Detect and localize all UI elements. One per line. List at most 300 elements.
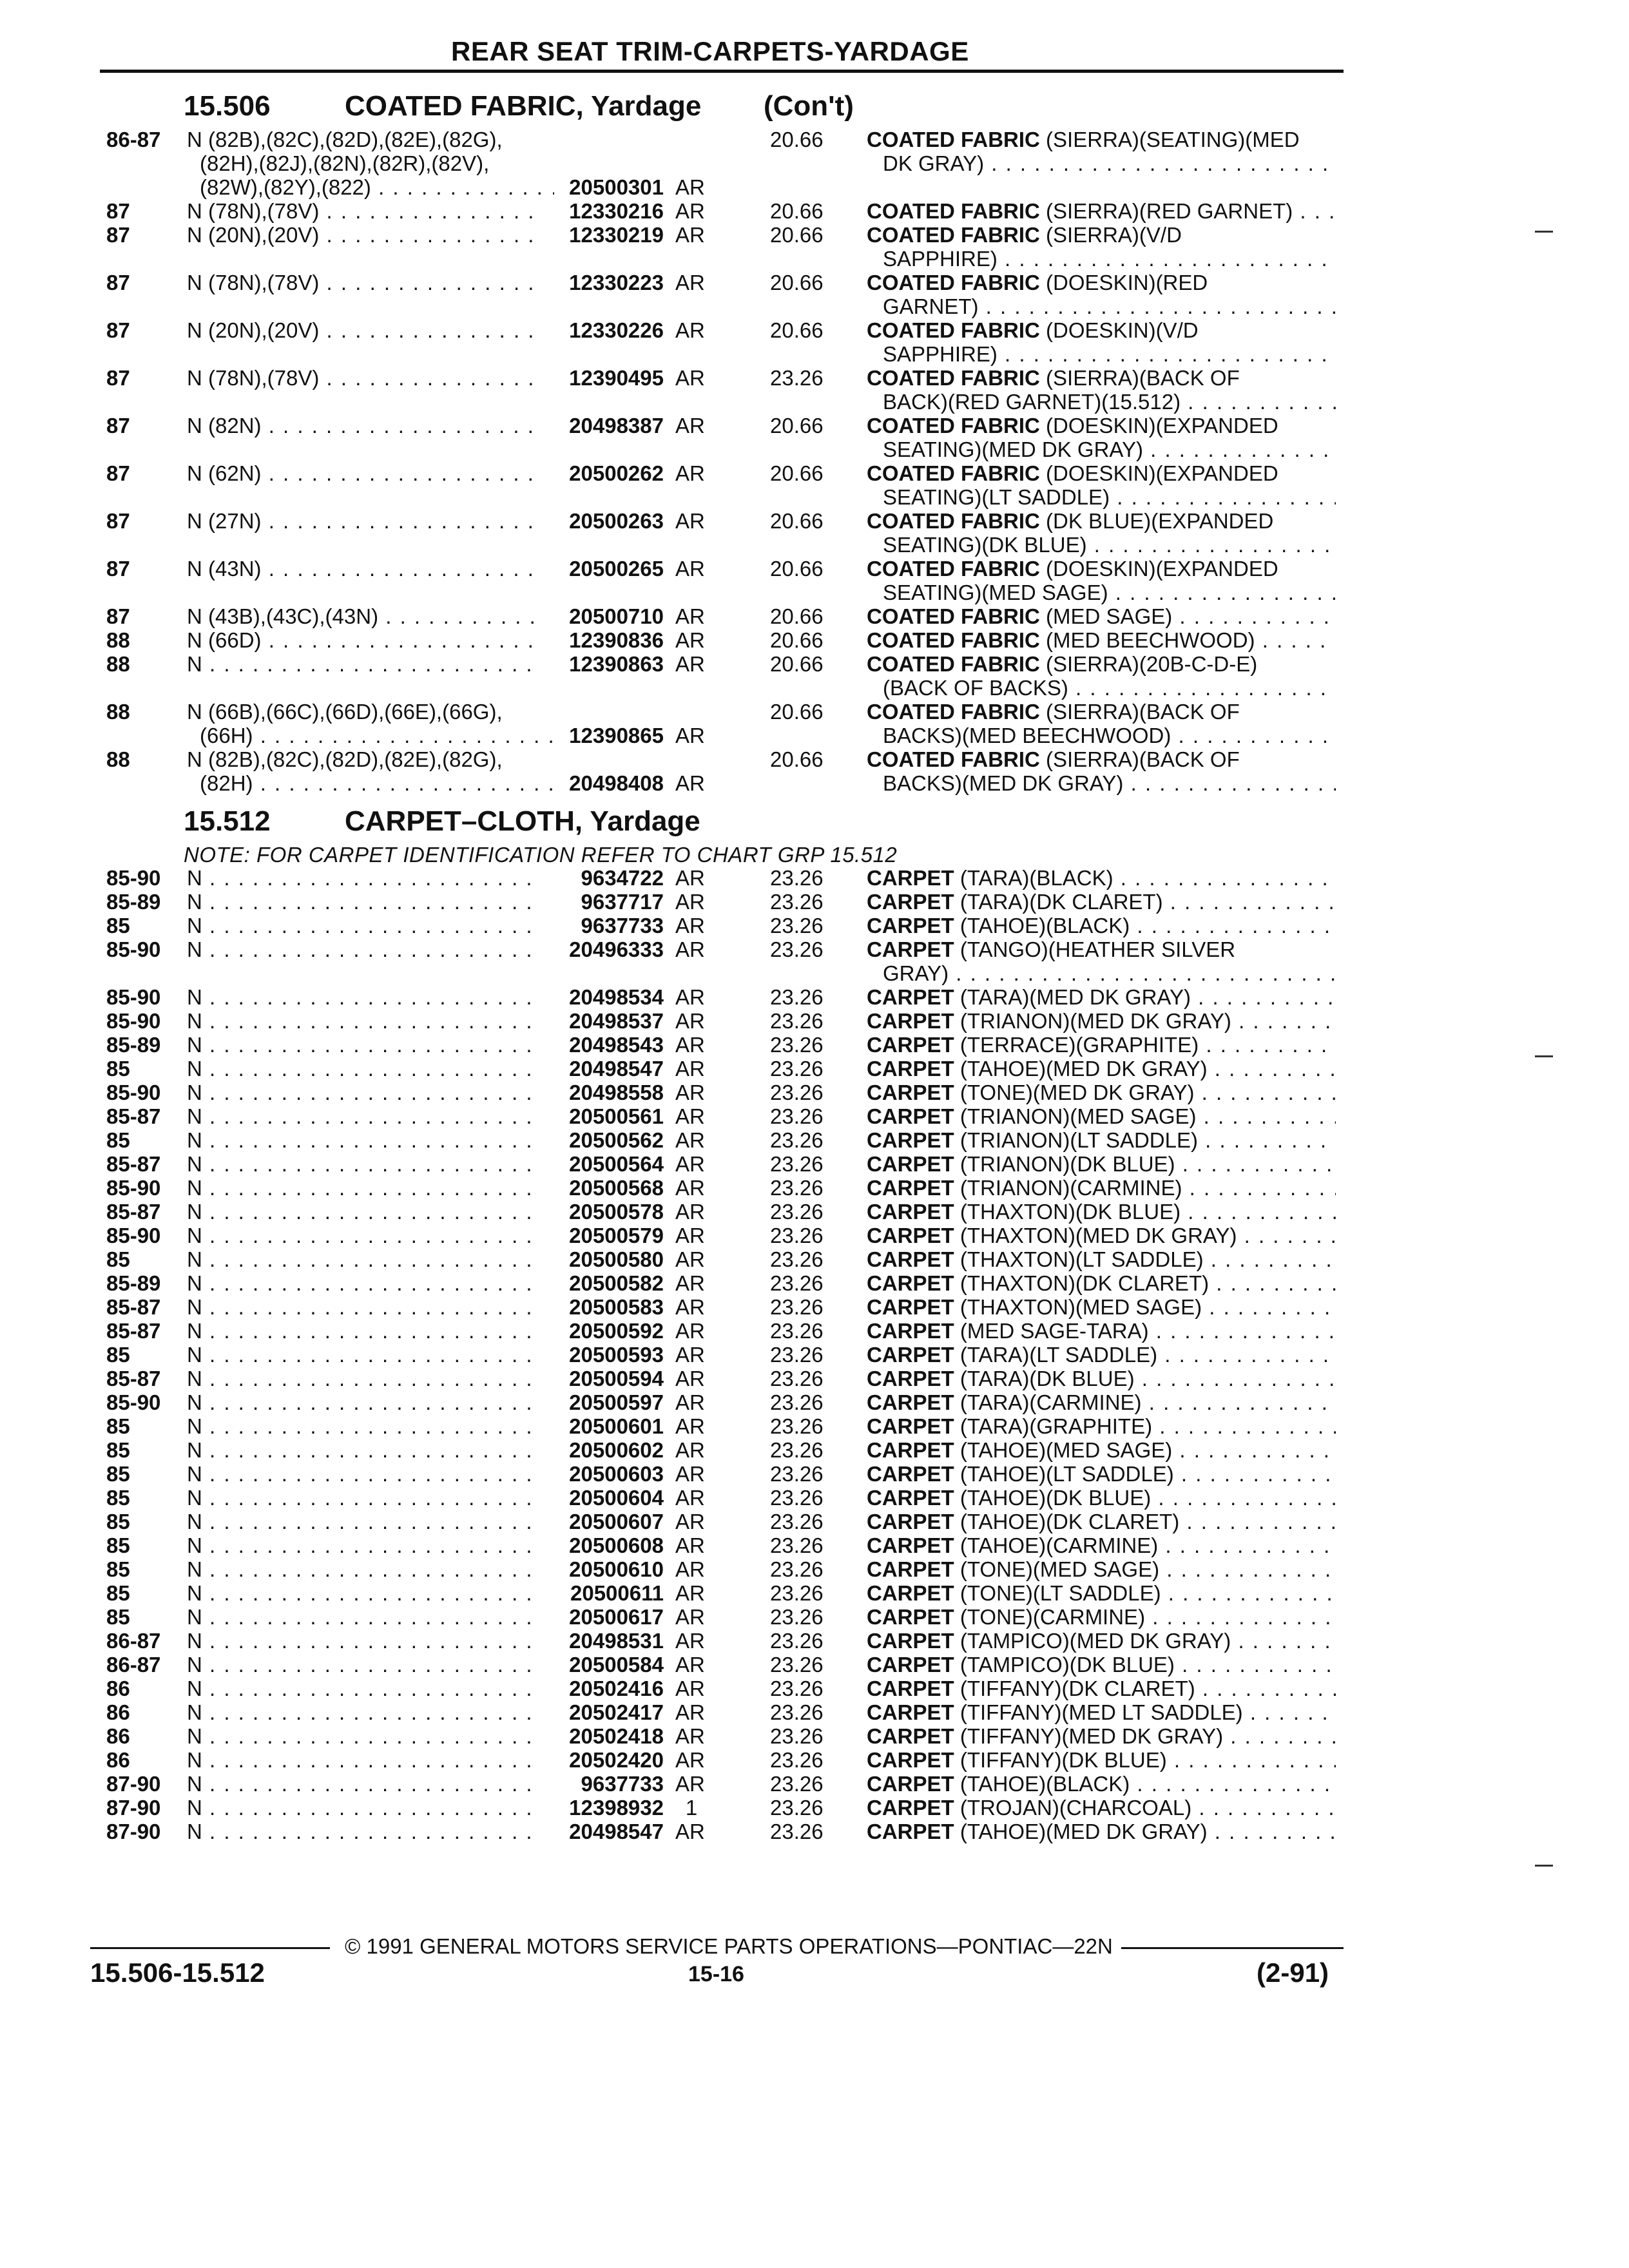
part-name-bold: COATED FABRIC	[867, 199, 1040, 223]
usage-description: N . . .	[187, 1224, 541, 1247]
usage-description: N . . .	[187, 1772, 541, 1796]
model-years: 85-87	[106, 1104, 161, 1128]
part-number: 20500604	[569, 1486, 664, 1510]
part-name-detail: (TAHOE)(CARMINE)	[954, 1533, 1159, 1557]
parts-row	[0, 1176, 1629, 1200]
part-name-bold: COATED FABRIC	[867, 366, 1040, 390]
group-number: 23.26	[770, 890, 824, 914]
part-name	[867, 1462, 1336, 1486]
model-years: 85	[106, 1128, 130, 1152]
parts-row-continuation	[0, 247, 1629, 271]
parts-row-continuation	[0, 961, 1629, 985]
carpet-parts-list	[0, 866, 1629, 1843]
part-number: 20500262	[569, 461, 664, 485]
part-number: 12390495	[569, 366, 664, 390]
part-name-bold: CARPET	[867, 1009, 954, 1033]
part-name-bold: CARPET	[867, 1367, 954, 1390]
usage-description: N . . .	[187, 652, 541, 676]
part-name	[867, 1367, 1336, 1390]
parts-row	[0, 1367, 1629, 1390]
part-name-detail: SEATING)(MED SAGE) . . .	[883, 581, 1336, 604]
group-number: 23.26	[770, 1367, 824, 1390]
part-name-detail: (TAHOE)(DK CLARET)	[954, 1510, 1180, 1533]
usage-description: N . . .	[187, 1319, 541, 1343]
part-name	[867, 1629, 1336, 1653]
part-name-bold: CARPET	[867, 1319, 954, 1343]
parts-row	[0, 414, 1629, 437]
part-name	[867, 1510, 1336, 1533]
parts-row	[0, 747, 1629, 771]
quantity: AR	[675, 1104, 705, 1128]
part-name-detail: (TRIANON)(MED DK GRAY)	[954, 1009, 1231, 1033]
part-name	[867, 1224, 1336, 1247]
part-name-detail: (TIFFANY)(MED DK GRAY)	[954, 1724, 1224, 1748]
usage-description: N . . .	[187, 1605, 541, 1629]
model-years: 85	[106, 1557, 130, 1581]
group-number: 23.26	[770, 1033, 824, 1057]
model-years: 86	[106, 1724, 130, 1748]
parts-row	[0, 628, 1629, 652]
part-name-detail: (DOESKIN)(EXPANDED	[1039, 557, 1278, 581]
model-years: 85-89	[106, 890, 161, 914]
part-name-detail: (TARA)(DK CLARET)	[954, 890, 1163, 914]
usage-description: N . . .	[187, 1200, 541, 1224]
quantity: AR	[675, 1605, 705, 1629]
part-number: 20500594	[569, 1367, 664, 1390]
part-number: 9634722	[581, 866, 664, 890]
part-name-bold: CARPET	[867, 1557, 954, 1581]
usage-description: N . . .	[187, 1104, 541, 1128]
part-name-bold: CARPET	[867, 1653, 954, 1677]
parts-row	[0, 271, 1629, 294]
part-name-detail: (SIERRA)(BACK OF	[1039, 366, 1240, 390]
model-years: 87-90	[106, 1820, 161, 1843]
part-name-detail: (TIFFANY)(DK CLARET)	[954, 1677, 1195, 1700]
model-years: 87	[106, 199, 130, 223]
quantity: AR	[675, 1057, 705, 1081]
part-number: 20500610	[569, 1557, 664, 1581]
part-number: 20500608	[569, 1533, 664, 1557]
part-name-detail: (DOESKIN)(EXPANDED	[1039, 461, 1278, 485]
group-number: 20.66	[770, 700, 824, 724]
part-name-detail: (TAHOE)(BLACK)	[954, 914, 1130, 937]
usage-description: N (66B),(66C),(66D),(66E),(66G),	[187, 700, 503, 724]
part-name-detail: SEATING)(DK BLUE) . . .	[883, 533, 1336, 557]
part-name-detail: (TERRACE)(GRAPHITE)	[954, 1033, 1199, 1057]
part-name	[867, 1700, 1336, 1724]
usage-description: N . . .	[187, 1533, 541, 1557]
footer-revision: (2-91)	[1257, 1957, 1329, 1988]
part-name-detail: (THAXTON)(MED DK GRAY)	[954, 1224, 1237, 1247]
usage-description: N . . .	[187, 1271, 541, 1295]
usage-description: N . . .	[187, 1152, 541, 1176]
margin-mark	[1535, 1865, 1553, 1867]
model-years: 85	[106, 1462, 130, 1486]
model-years: 85	[106, 1438, 130, 1462]
quantity: AR	[675, 509, 705, 533]
part-name	[867, 223, 1336, 247]
parts-row	[0, 1557, 1629, 1581]
part-name-detail: (TRIANON)(CARMINE)	[954, 1176, 1182, 1200]
part-name-detail: GARNET) . . .	[883, 294, 1336, 318]
group-number: 23.26	[770, 1176, 824, 1200]
quantity: AR	[675, 1533, 705, 1557]
parts-row	[0, 1748, 1629, 1772]
part-number: 20500592	[569, 1319, 664, 1343]
part-number: 20500583	[569, 1295, 664, 1319]
part-name-bold: COATED FABRIC	[867, 223, 1040, 247]
usage-description: N . . .	[187, 1128, 541, 1152]
model-years: 88	[106, 700, 130, 724]
part-name-bold: CARPET	[867, 1414, 954, 1438]
parts-row	[0, 937, 1629, 961]
part-name	[867, 985, 1336, 1009]
footer-page-number: 15-16	[688, 1962, 744, 1986]
carpet-identification-note: NOTE: FOR CARPET IDENTIFICATION REFER TO CHART GRP 15.512	[184, 843, 898, 867]
part-name	[867, 1104, 1336, 1128]
model-years: 87-90	[106, 1796, 161, 1820]
part-name-bold: CARPET	[867, 937, 954, 961]
parts-row	[0, 1081, 1629, 1104]
model-years: 86-87	[106, 1629, 161, 1653]
usage-description: N (82N) . . .	[187, 414, 541, 437]
parts-row	[0, 1247, 1629, 1271]
part-number: 20500561	[569, 1104, 664, 1128]
parts-row	[0, 1295, 1629, 1319]
usage-description: (66H) . . .	[200, 724, 554, 747]
parts-row	[0, 509, 1629, 533]
part-name-bold: CARPET	[867, 1486, 954, 1510]
quantity: AR	[675, 1009, 705, 1033]
part-name-detail: SAPPHIRE) . . .	[883, 247, 1336, 271]
part-name-detail: (TARA)(GRAPHITE)	[954, 1414, 1153, 1438]
part-number: 20500601	[569, 1414, 664, 1438]
usage-description: N . . .	[187, 1510, 541, 1533]
parts-row	[0, 1033, 1629, 1057]
model-years: 85	[106, 1533, 130, 1557]
part-name-bold: COATED FABRIC	[867, 604, 1040, 628]
parts-row	[0, 557, 1629, 581]
part-name-bold: CARPET	[867, 1438, 954, 1462]
usage-description: N . . .	[187, 1081, 541, 1104]
group-number: 23.26	[770, 1081, 824, 1104]
quantity: AR	[675, 652, 705, 676]
parts-row-continuation	[0, 724, 1629, 747]
part-name-bold: CARPET	[867, 1081, 954, 1104]
quantity: AR	[675, 318, 705, 342]
model-years: 85	[106, 914, 130, 937]
group-number: 23.26	[770, 1057, 824, 1081]
parts-row	[0, 1462, 1629, 1486]
footer-section-range: 15.506-15.512	[90, 1957, 265, 1988]
group-number: 23.26	[770, 1510, 824, 1533]
part-name	[867, 1677, 1336, 1700]
quantity: AR	[675, 1367, 705, 1390]
model-years: 85-90	[106, 866, 161, 890]
part-number: 20502417	[569, 1700, 664, 1724]
part-name-bold: COATED FABRIC	[867, 128, 1040, 151]
group-number: 23.26	[770, 1796, 824, 1820]
group-number: 20.66	[770, 628, 824, 652]
parts-row	[0, 1390, 1629, 1414]
part-name-bold: COATED FABRIC	[867, 271, 1040, 294]
group-number: 20.66	[770, 509, 824, 533]
group-number: 20.66	[770, 747, 824, 771]
model-years: 87-90	[106, 1772, 161, 1796]
model-years: 86-87	[106, 128, 161, 151]
quantity: AR	[675, 271, 705, 294]
quantity: AR	[675, 1271, 705, 1295]
quantity: AR	[675, 724, 705, 747]
part-name-detail: (DOESKIN)(V/D	[1039, 318, 1199, 342]
model-years: 85	[106, 1605, 130, 1629]
part-name-bold: COATED FABRIC	[867, 628, 1040, 652]
part-number: 20498534	[569, 985, 664, 1009]
part-name-detail: GRAY) . . .	[883, 961, 1336, 985]
model-years: 85-89	[106, 1271, 161, 1295]
part-name-detail: (TANGO)(HEATHER SILVER	[954, 937, 1236, 961]
model-years: 85	[106, 1510, 130, 1533]
parts-row	[0, 1009, 1629, 1033]
part-name-detail: (BACK OF BACKS) . . .	[883, 676, 1336, 700]
parts-row	[0, 1414, 1629, 1438]
quantity: AR	[675, 1820, 705, 1843]
group-number: 23.26	[770, 1653, 824, 1677]
part-name	[867, 628, 1336, 652]
quantity: AR	[675, 1414, 705, 1438]
usage-description: N . . .	[187, 1724, 541, 1748]
group-number: 23.26	[770, 1438, 824, 1462]
model-years: 87	[106, 271, 130, 294]
part-name-detail: (TARA)(MED DK GRAY)	[954, 985, 1191, 1009]
part-name-detail: (THAXTON)(DK BLUE)	[954, 1200, 1181, 1224]
part-number: 20498537	[569, 1009, 664, 1033]
group-number: 23.26	[770, 1772, 824, 1796]
usage-description: N . . .	[187, 1462, 541, 1486]
part-name	[867, 509, 1336, 533]
part-name	[867, 866, 1336, 890]
group-number: 23.26	[770, 937, 824, 961]
quantity: AR	[675, 1557, 705, 1581]
group-number: 23.26	[770, 1629, 824, 1653]
quantity: AR	[675, 1128, 705, 1152]
quantity: AR	[675, 1343, 705, 1367]
part-name-bold: CARPET	[867, 1152, 954, 1176]
part-name-detail: (TIFFANY)(MED LT SADDLE)	[954, 1700, 1243, 1724]
model-years: 85	[106, 1343, 130, 1367]
quantity: AR	[675, 1700, 705, 1724]
quantity: AR	[675, 890, 705, 914]
usage-description: N . . .	[187, 1486, 541, 1510]
part-number: 20498531	[569, 1629, 664, 1653]
usage-description: N . . .	[187, 1700, 541, 1724]
part-name-bold: CARPET	[867, 1104, 954, 1128]
usage-description: N . . .	[187, 1033, 541, 1057]
part-name	[867, 1057, 1336, 1081]
parts-row	[0, 1057, 1629, 1081]
parts-row	[0, 223, 1629, 247]
model-years: 88	[106, 747, 130, 771]
part-name-bold: CARPET	[867, 1271, 954, 1295]
model-years: 85-87	[106, 1295, 161, 1319]
part-number: 20500265	[569, 557, 664, 581]
part-name-bold: COATED FABRIC	[867, 414, 1040, 437]
part-name-detail: (MED BEECHWOOD)	[1039, 628, 1255, 652]
part-number: 20498547	[569, 1057, 664, 1081]
part-name-detail: (DOESKIN)(EXPANDED	[1039, 414, 1278, 437]
part-name-detail: (TONE)(LT SADDLE)	[954, 1581, 1161, 1605]
parts-row-continuation	[0, 151, 1629, 175]
part-number: 9637733	[581, 914, 664, 937]
quantity: AR	[675, 1629, 705, 1653]
usage-description: N . . .	[187, 866, 541, 890]
parts-row-continuation	[0, 437, 1629, 461]
part-name	[867, 1081, 1336, 1104]
usage-description: N . . .	[187, 1796, 541, 1820]
quantity: AR	[675, 1438, 705, 1462]
parts-row-continuation	[0, 676, 1629, 700]
part-name-bold: CARPET	[867, 1224, 954, 1247]
part-name-bold: COATED FABRIC	[867, 461, 1040, 485]
usage-description: N . . .	[187, 1820, 541, 1843]
group-number: 23.26	[770, 1224, 824, 1247]
part-name-bold: CARPET	[867, 1176, 954, 1200]
part-number: 12330226	[569, 318, 664, 342]
parts-row	[0, 128, 1629, 151]
footer-rule-left	[90, 1947, 330, 1949]
group-number: 23.26	[770, 1343, 824, 1367]
group-number: 23.26	[770, 1557, 824, 1581]
part-name-bold: COATED FABRIC	[867, 747, 1040, 771]
usage-description: N . . .	[187, 1390, 541, 1414]
group-number: 23.26	[770, 1605, 824, 1629]
part-name-detail: BACK)(RED GARNET)(15.512) . . .	[883, 390, 1336, 414]
group-number: 23.26	[770, 1748, 824, 1772]
part-name-bold: CARPET	[867, 1247, 954, 1271]
part-name	[867, 414, 1336, 437]
group-number: 23.26	[770, 1152, 824, 1176]
part-name-bold: CARPET	[867, 866, 954, 890]
part-name-detail: (SIERRA)(RED GARNET)	[1039, 199, 1293, 223]
group-number: 23.26	[770, 1104, 824, 1128]
part-number: 20500578	[569, 1200, 664, 1224]
part-name-bold: CARPET	[867, 1724, 954, 1748]
model-years: 86	[106, 1748, 130, 1772]
group-number: 23.26	[770, 1295, 824, 1319]
parts-row	[0, 1104, 1629, 1128]
section-title: COATED FABRIC, Yardage	[345, 90, 702, 122]
parts-row-continuation	[0, 771, 1629, 795]
part-name-detail: (TAMPICO)(DK BLUE)	[954, 1653, 1175, 1677]
model-years: 85	[106, 1486, 130, 1510]
part-name-detail: (THAXTON)(MED SAGE)	[954, 1295, 1202, 1319]
section-number: 15.506	[184, 90, 271, 122]
part-name	[867, 1033, 1336, 1057]
usage-description: N . . .	[187, 1629, 541, 1653]
parts-row-continuation	[0, 294, 1629, 318]
part-name-detail: SEATING)(MED DK GRAY) . . .	[883, 437, 1336, 461]
quantity: AR	[675, 1200, 705, 1224]
part-number: 12330223	[569, 271, 664, 294]
quantity: AR	[675, 1152, 705, 1176]
usage-description: N (82B),(82C),(82D),(82E),(82G),	[187, 747, 503, 771]
part-name	[867, 1009, 1336, 1033]
part-name-detail: (TAHOE)(DK BLUE)	[954, 1486, 1152, 1510]
part-number: 20500710	[569, 604, 664, 628]
part-number: 20500562	[569, 1128, 664, 1152]
section-heading-coated-fabric	[184, 90, 854, 122]
model-years: 86-87	[106, 1653, 161, 1677]
part-name	[867, 1581, 1336, 1605]
parts-row	[0, 199, 1629, 223]
parts-row	[0, 985, 1629, 1009]
usage-description: N (78N),(78V) . . .	[187, 271, 541, 294]
part-number: 20500593	[569, 1343, 664, 1367]
part-number: 9637717	[581, 890, 664, 914]
part-number: 20500263	[569, 509, 664, 533]
part-name	[867, 1200, 1336, 1224]
parts-row	[0, 1724, 1629, 1748]
part-number: 20500603	[569, 1462, 664, 1486]
group-number: 23.26	[770, 1009, 824, 1033]
part-name	[867, 937, 1336, 961]
part-name-bold: CARPET	[867, 1057, 954, 1081]
model-years: 85-90	[106, 985, 161, 1009]
quantity: AR	[675, 414, 705, 437]
usage-description: N . . .	[187, 1009, 541, 1033]
page-title: REAR SEAT TRIM-CARPETS-YARDAGE	[451, 36, 969, 66]
parts-row	[0, 1772, 1629, 1796]
part-name-detail: (TONE)(CARMINE)	[954, 1605, 1146, 1629]
margin-mark	[1535, 231, 1553, 233]
part-name-detail: (TAMPICO)(MED DK GRAY)	[954, 1629, 1231, 1653]
model-years: 87	[106, 557, 130, 581]
model-years: 87	[106, 414, 130, 437]
model-years: 87	[106, 509, 130, 533]
parts-row-continuation	[0, 342, 1629, 366]
quantity: AR	[675, 461, 705, 485]
part-name	[867, 1271, 1336, 1295]
part-name	[867, 1533, 1336, 1557]
part-name	[867, 1414, 1336, 1438]
part-name-detail: (TROJAN)(CHARCOAL)	[954, 1796, 1192, 1820]
part-name-detail: (TAHOE)(MED DK GRAY)	[954, 1820, 1208, 1843]
part-name	[867, 318, 1336, 342]
header-rule	[100, 70, 1344, 73]
parts-row	[0, 1343, 1629, 1367]
parts-row	[0, 1653, 1629, 1677]
part-name	[867, 652, 1336, 676]
quantity: AR	[675, 1224, 705, 1247]
usage-description: N . . .	[187, 1295, 541, 1319]
part-number: 20500568	[569, 1176, 664, 1200]
part-name	[867, 890, 1336, 914]
group-number: 23.26	[770, 1247, 824, 1271]
part-name-detail: (TONE)(MED DK GRAY)	[954, 1081, 1195, 1104]
quantity: AR	[675, 175, 705, 199]
part-name-bold: CARPET	[867, 985, 954, 1009]
part-number: 20496333	[569, 937, 664, 961]
parts-row	[0, 1200, 1629, 1224]
model-years: 86	[106, 1677, 130, 1700]
group-number: 23.26	[770, 1414, 824, 1438]
part-name-detail: (TRIANON)(MED SAGE)	[954, 1104, 1197, 1128]
part-name	[867, 461, 1336, 485]
part-name-bold: CARPET	[867, 1462, 954, 1486]
parts-row	[0, 1820, 1629, 1843]
part-name-bold: CARPET	[867, 1390, 954, 1414]
part-name-bold: CARPET	[867, 1128, 954, 1152]
